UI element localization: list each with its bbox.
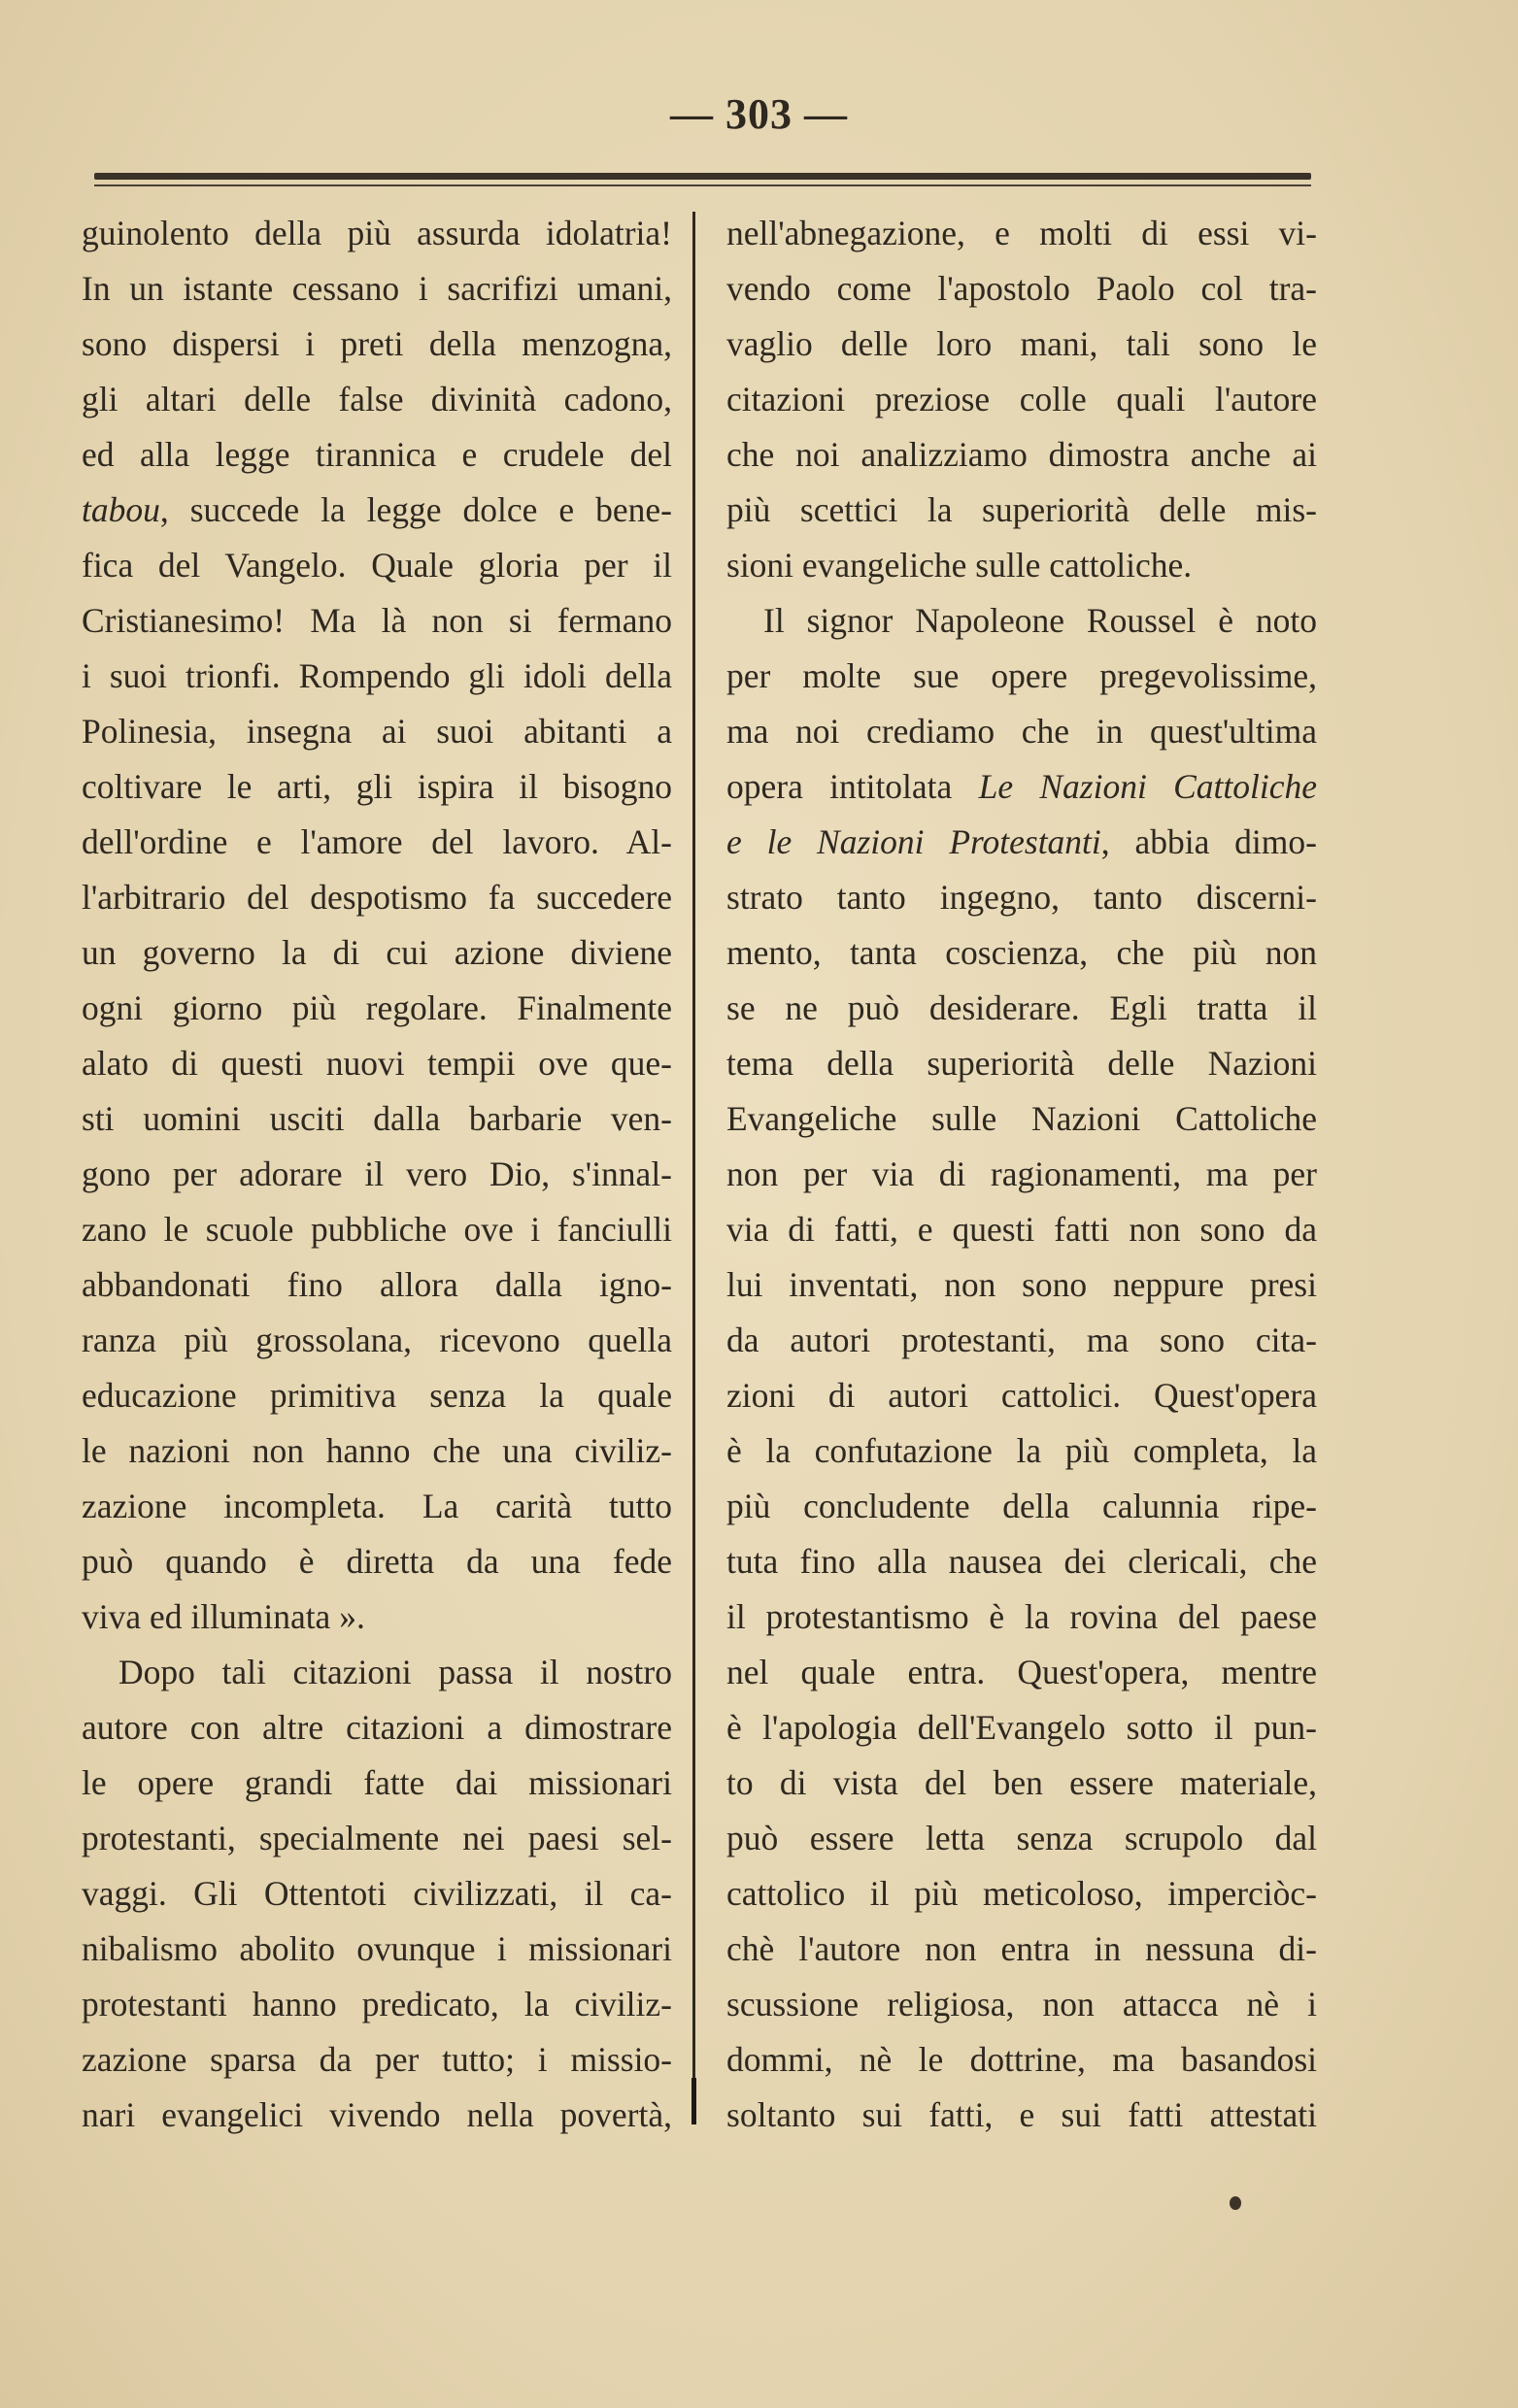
text-line: nari evangelici vivendo nella povertà, xyxy=(82,2095,672,2134)
italic-text: Le Nazioni Cattoliche xyxy=(978,767,1317,806)
text-line: ogni giorno più regolare. Finalmente xyxy=(82,988,672,1027)
text-line: protestanti, specialmente nei paesi sel- xyxy=(82,1819,672,1857)
text-line: il protestantismo è la rovina del paese xyxy=(726,1597,1317,1636)
text-line: alato di questi nuovi tempii ove que- xyxy=(82,1044,672,1083)
text-line: Polinesia, insegna ai suoi abitanti a xyxy=(82,712,672,751)
text-line: che noi analizziamo dimostra anche ai xyxy=(726,435,1317,474)
text-line: lui inventati, non sono neppure presi xyxy=(726,1265,1317,1304)
text-line-italic: tabou, succede la legge dolce e bene- xyxy=(82,490,672,529)
text-line: Cristianesimo! Ma là non si fermano xyxy=(82,601,672,640)
text-line: ma noi crediamo che in quest'ultima xyxy=(726,712,1317,751)
text-line: protestanti hanno predicato, la civiliz- xyxy=(82,1985,672,2023)
text-line: zazione incompleta. La carità tutto xyxy=(82,1487,672,1525)
text-line: non per via di ragionamenti, ma per xyxy=(726,1154,1317,1193)
text-line: le opere grandi fatte dai missionari xyxy=(82,1763,672,1802)
text-line: zano le scuole pubbliche ove i fanciulli xyxy=(82,1210,672,1249)
text-line: zazione sparsa da per tutto; i missio- xyxy=(82,2040,672,2079)
text-line: abbandonati fino allora dalla igno- xyxy=(82,1265,672,1304)
text-line: zioni di autori cattolici. Quest'opera xyxy=(726,1376,1317,1415)
header-rule xyxy=(94,173,1311,180)
text-line: autore con altre citazioni a dimostrare xyxy=(82,1708,672,1747)
text-line: nibalismo abolito ovunque i missionari xyxy=(82,1929,672,1968)
text-line: cattolico il più meticoloso, imperciòc- xyxy=(726,1874,1317,1913)
text-line: vaggi. Gli Ottentoti civilizzati, il ca- xyxy=(82,1874,672,1913)
text-line: scussione religiosa, non attacca nè i xyxy=(726,1985,1317,2023)
text-line: può essere letta senza scrupolo dal xyxy=(726,1819,1317,1857)
text-line: le nazioni non hanno che una civiliz- xyxy=(82,1431,672,1470)
italic-text: tabou xyxy=(82,490,160,529)
text-line: Il signor Napoleone Roussel è noto xyxy=(763,601,1317,640)
text-line: più scettici la superiorità delle mis- xyxy=(726,490,1317,529)
text-line: i suoi trionfi. Rompendo gli idoli della xyxy=(82,656,672,695)
text-line: più concludente della calunnia ripe- xyxy=(726,1487,1317,1525)
text-line: è l'apologia dell'Evangelo sotto il pun- xyxy=(726,1708,1317,1747)
text-line: nel quale entra. Quest'opera, mentre xyxy=(726,1653,1317,1691)
text-line: da autori protestanti, ma sono cita- xyxy=(726,1321,1317,1359)
text-line: dell'ordine e l'amore del lavoro. Al- xyxy=(82,822,672,861)
header-rule-thin xyxy=(94,184,1311,186)
text-line: per molte sue opere pregevolissime, xyxy=(726,656,1317,695)
text-line: chè l'autore non entra in nessuna di- xyxy=(726,1929,1317,1968)
text-line: coltivare le arti, gli ispira il bisogno xyxy=(82,767,672,806)
text-line: se ne può desiderare. Egli tratta il xyxy=(726,988,1317,1027)
italic-text: e le Nazioni Protestanti xyxy=(726,822,1101,861)
ink-speck xyxy=(1230,2196,1241,2210)
text-line: è la confutazione la più completa, la xyxy=(726,1431,1317,1470)
text-line: via di fatti, e questi fatti non sono da xyxy=(726,1210,1317,1249)
text-line: vaglio delle loro mani, tali sono le xyxy=(726,324,1317,363)
text-line: vendo come l'apostolo Paolo col tra- xyxy=(726,269,1317,308)
text-line: sti uomini usciti dalla barbarie ven- xyxy=(82,1099,672,1138)
text-line: sono dispersi i preti della menzogna, xyxy=(82,324,672,363)
text-line: ranza più grossolana, ricevono quella xyxy=(82,1321,672,1359)
text-line: citazioni preziose colle quali l'autore xyxy=(726,380,1317,418)
text-line: Dopo tali citazioni passa il nostro xyxy=(118,1653,672,1691)
right-column xyxy=(726,206,1317,2143)
text-line: ed alla legge tirannica e crudele del xyxy=(82,435,672,474)
text-line: dommi, nè le dottrine, ma basandosi xyxy=(726,2040,1317,2079)
text-line: l'arbitrario del despotismo fa succedere xyxy=(82,878,672,917)
text-line: tema della superiorità delle Nazioni xyxy=(726,1044,1317,1083)
text-line: guinolento della più assurda idolatria! xyxy=(82,214,672,252)
text-line: strato tanto ingegno, tanto discerni- xyxy=(726,878,1317,917)
text-line: sioni evangeliche sulle cattoliche. xyxy=(726,546,1193,585)
text-line: gli altari delle false divinità cadono, xyxy=(82,380,672,418)
text-line: un governo la di cui azione diviene xyxy=(82,933,672,972)
text-line: fica del Vangelo. Quale gloria per il xyxy=(82,546,672,585)
column-divider-end xyxy=(692,2078,696,2124)
left-column xyxy=(82,206,672,2143)
text-line: mento, tanta coscienza, che più non xyxy=(726,933,1317,972)
column-divider xyxy=(692,212,695,2124)
text-line: to di vista del ben essere materiale, xyxy=(726,1763,1317,1802)
text-line-italic: opera intitolata Le Nazioni Cattoliche xyxy=(726,767,1317,806)
text-line: viva ed illuminata ». xyxy=(82,1597,365,1636)
text-line: può quando è diretta da una fede xyxy=(82,1542,672,1581)
text-line: Evangeliche sulle Nazioni Cattoliche xyxy=(726,1099,1317,1138)
text-line-italic: e le Nazioni Protestanti, abbia dimo- xyxy=(726,822,1317,861)
text-line: gono per adorare il vero Dio, s'innal- xyxy=(82,1154,672,1193)
text-line: In un istante cessano i sacrifizi umani, xyxy=(82,269,672,308)
text-line: educazione primitiva senza la quale xyxy=(82,1376,672,1415)
text-line: soltanto sui fatti, e sui fatti attestati xyxy=(726,2095,1317,2134)
text-line: tuta fino alla nausea dei clericali, che xyxy=(726,1542,1317,1581)
text-line: nell'abnegazione, e molti di essi vi- xyxy=(726,214,1317,252)
page-number: — 303 — xyxy=(670,90,848,138)
